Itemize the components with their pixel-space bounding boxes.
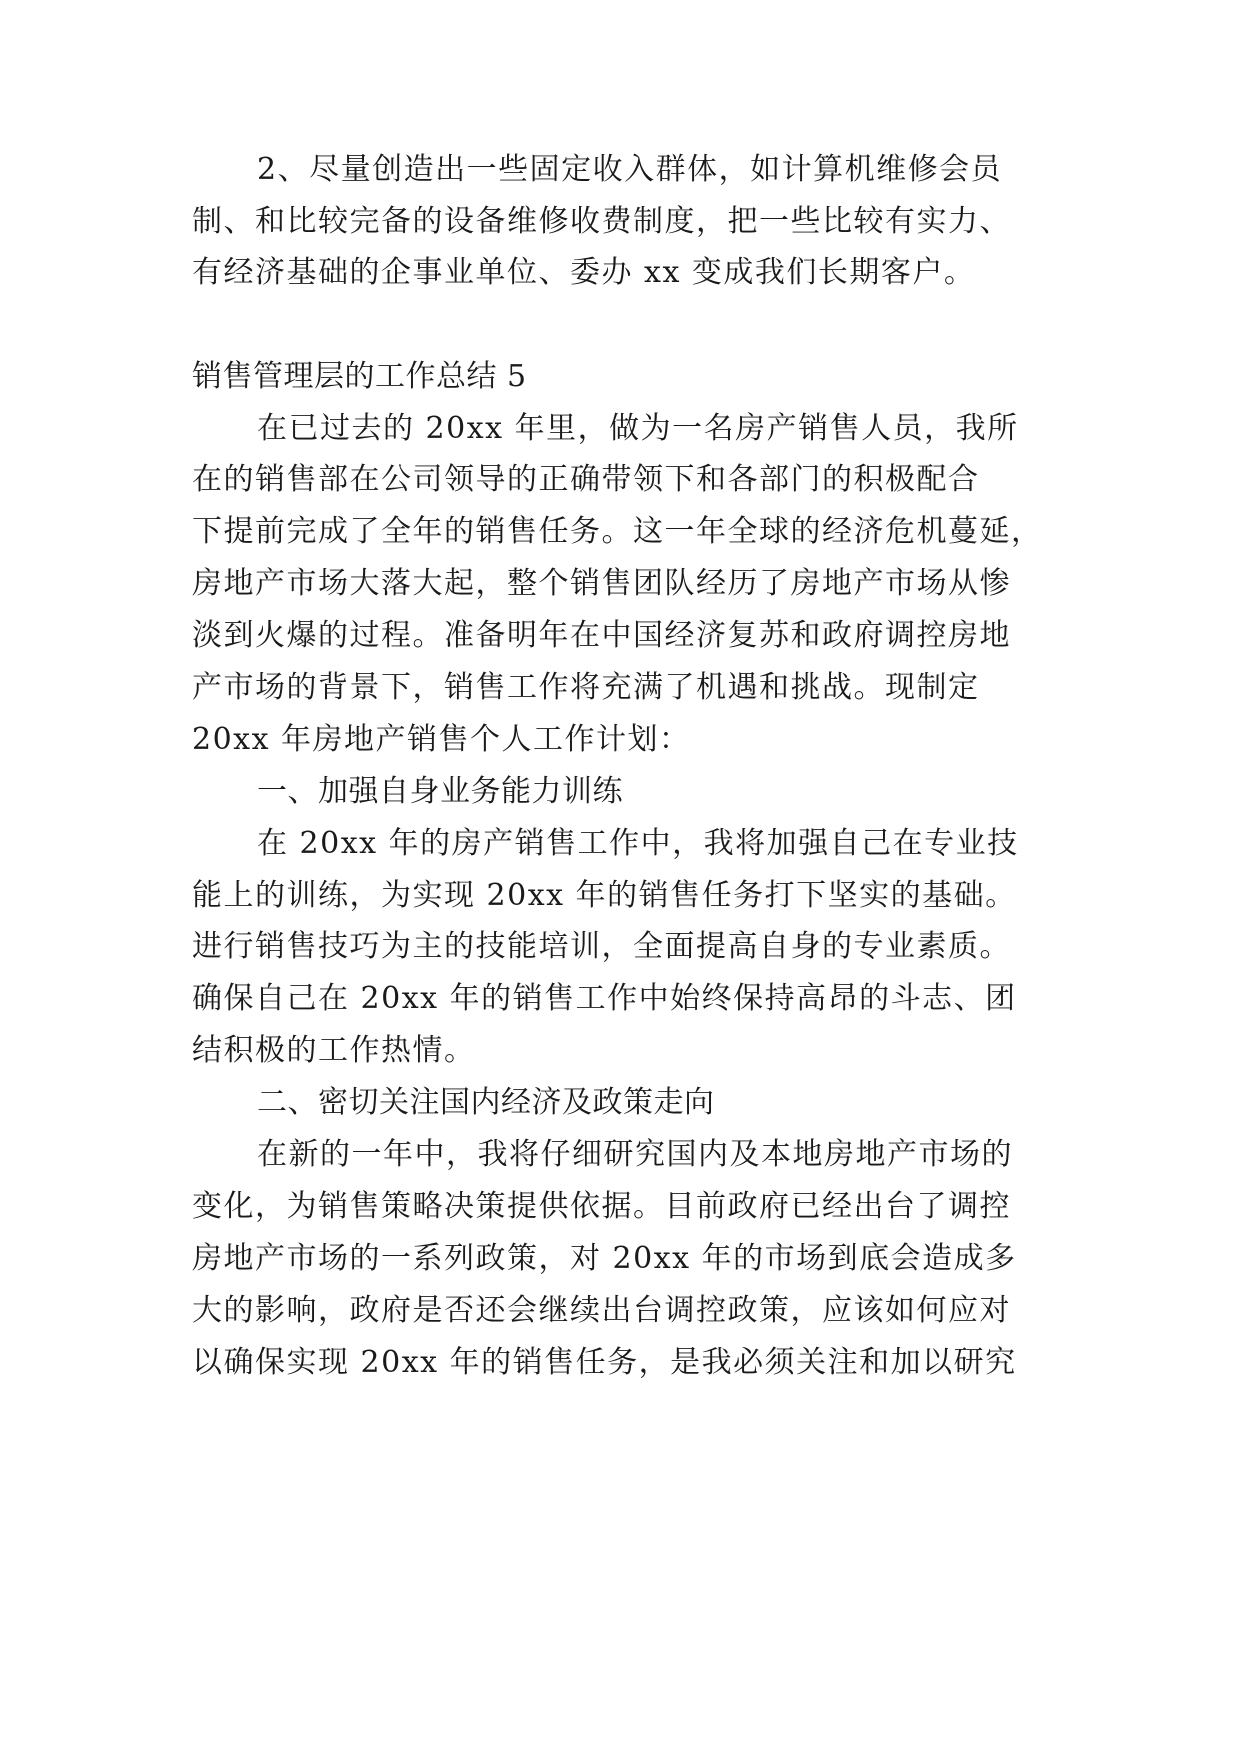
paragraph-line: 制、和比较完备的设备维修收费制度，把一些比较有实力、: [192, 204, 1011, 239]
paragraph-line: 房地产市场的一系列政策，对 20xx 年的市场到底会造成多: [192, 1241, 1017, 1276]
paragraph-line: 在新的一年中，我将仔细研究国内及本地房地产市场的: [257, 1137, 1013, 1172]
paragraph-line: 下提前完成了全年的销售任务。这一年全球的经济危机蔓延，: [192, 514, 1043, 549]
paragraph-line: 以确保实现 20xx 年的销售任务，是我必须关注和加以研究: [192, 1345, 1017, 1380]
subsection-heading: 二、密切关注国内经济及政策走向: [257, 1085, 715, 1120]
subsection-heading: 一、加强自身业务能力训练: [257, 774, 623, 809]
paragraph-line: 变化，为销售策略决策提供依据。目前政府已经出台了调控: [192, 1189, 1011, 1224]
paragraph-line: 产市场的背景下，销售工作将充满了机遇和挑战。现制定: [192, 670, 980, 705]
paragraph-line: 进行销售技巧为主的技能培训，全面提高自身的专业素质。: [192, 929, 1011, 964]
paragraph-line: 在的销售部在公司领导的正确带领下和各部门的积极配合: [192, 462, 980, 497]
paragraph-line: 房地产市场大落大起，整个销售团队经历了房地产市场从惨: [192, 566, 1011, 601]
section-title: 销售管理层的工作总结 5: [192, 359, 527, 394]
paragraph-line: 20xx 年房地产销售个人工作计划：: [192, 722, 691, 757]
paragraph-line: 有经济基础的企事业单位、委办 xx 变成我们长期客户。: [192, 255, 976, 290]
paragraph-line: 2、尽量创造出一些固定收入群体，如计算机维修会员: [257, 152, 1003, 187]
paragraph-line: 能上的训练，为实现 20xx 年的销售任务打下坚实的基础。: [192, 878, 1017, 913]
paragraph-line: 在 20xx 年的房产销售工作中，我将加强自己在专业技: [257, 826, 1019, 861]
paragraph-line: 在已过去的 20xx 年里，做为一名房产销售人员，我所: [257, 411, 1019, 446]
paragraph-line: 淡到火爆的过程。准备明年在中国经济复苏和政府调控房地: [192, 618, 1011, 653]
paragraph-line: 确保自己在 20xx 年的销售工作中始终保持高昂的斗志、团: [192, 981, 1017, 1016]
paragraph-line: 结积极的工作热情。: [192, 1033, 476, 1068]
paragraph-line: 大的影响，政府是否还会继续出台调控政策，应该如何应对: [192, 1293, 1011, 1328]
